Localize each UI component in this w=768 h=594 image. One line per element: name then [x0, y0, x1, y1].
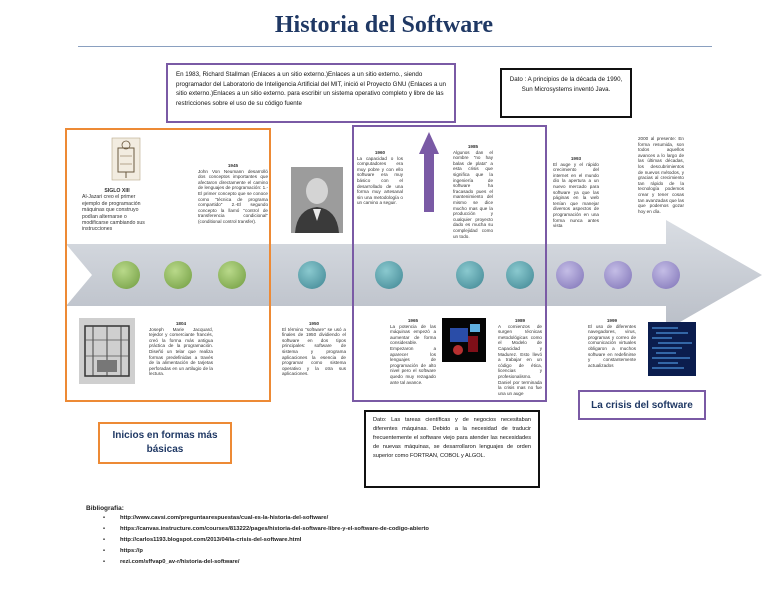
bibliography-link[interactable]: • rezi.com/sffvap0_av-r/historia-del-software/ [120, 557, 740, 568]
inicios-label-text: Inicios en formas más básicas [112, 430, 218, 455]
event-year: 1985 [467, 144, 479, 149]
event-year: SIGLO XIII [104, 188, 130, 194]
up-arrow [419, 132, 439, 212]
timeline-node-10 [652, 261, 680, 289]
event-year: 1999 [606, 318, 618, 323]
event-text: Al-Jazari creo el primer ejemplo de programación máquinas que construyo podían alternarse o modificarse cambiando sus instrucciones [82, 194, 145, 233]
event-text: La capacidad o los computadores era muy pobre y con ello software era muy básico con el desarrollado de una forma muy artesanal sin una metodología o un camino a seguir. [357, 155, 403, 206]
event-1989 [498, 318, 542, 396]
event-text: Algunos dan el nombre "no hay balas de plata" a esta crisis que significa que la ingeniería de software ha fracasado pues el mantenimiento del mismo se dice mucho mas que la producción y cualquier proyecto dado es mucha su complejidad como un todo. [453, 149, 493, 239]
event-1950 [282, 321, 346, 377]
crisis-label-text: La crisis del software [591, 399, 693, 411]
jacquard-loom-image [79, 318, 135, 384]
event-siglo-xiii [82, 188, 152, 233]
event-year: 1945 [227, 163, 239, 168]
event-text: El auge y el rápido crecimiento del internet en el mundo dio la apertura a un nuevo mercado para software ya que las páginas en la web tenían que manejar diversos aspectos de programación en una forma nunca antes vista [553, 161, 599, 229]
sun-note-text: Dato : A principios de la década de 1990, Sun Microsystems inventó Java. [509, 76, 623, 93]
timeline-node-9 [604, 261, 632, 289]
event-year: 1989 [514, 318, 526, 323]
bibliography-list [120, 513, 740, 568]
bibliography-link[interactable]: • https://p [120, 546, 740, 557]
title-divider [78, 46, 712, 47]
sun-note [500, 68, 632, 118]
event-2000 [638, 136, 684, 214]
event-1999 [588, 318, 636, 368]
event-year: 1993 [570, 156, 582, 161]
tareas-note [364, 410, 540, 488]
event-text: El uso de diferentes navegadores, virus, programas y correo de comunicación virtuales obligaron a muchos software en redefinirse y constantemente actualizados [588, 323, 636, 368]
event-1993 [553, 156, 599, 229]
page-title: Historia del Software [274, 12, 494, 38]
al-jazari-image [110, 136, 142, 182]
stallman-note-text: En 1983, Richard Stallman (Enlaces a un sitio externo.)Enlaces a un sitio externo., siendo programador del Laboratorio de Inteligencia Artificial del MIT, inició el Proyecto GNU (Enlaces a un sitio externo.)Enlaces a un sitio externo. para escribir un sistema operativo completo y libre de las restricciones sobre el uso de su código fuente [176, 71, 446, 107]
event-1965 [390, 318, 436, 385]
event-1945 [198, 163, 268, 225]
event-text: 2000 al presente: En forma resumida, son todos aquellos avances a lo largo de las últimas décadas, los descubrimientos de nuevos métodos, y gracias al crecimiento tan rápido de la tecnología podemos crear y tener cosas tan avanzadas que las que podemos gozar hoy en día. [638, 136, 684, 214]
timeline-node-8 [556, 261, 584, 289]
event-text: El término "software" se usó a finales de 1950 dividiendo el software en dos tipos principales: software de sistema y programa aplicaciones la esencia de programar como sistema operativo y la otra sus aplicaciones. [282, 326, 346, 377]
timeline-node-4 [298, 261, 326, 289]
bibliography-link[interactable]: • https://canvas.instructure.com/courses/813222/pages/historia-del-software-libre-y-el-software-de-codigo-abierto [120, 524, 740, 535]
event-year: 1960 [374, 150, 386, 155]
event-text: A comienzos de surgen técnicas metodológicas como el Modelo de Capacidad y Madurez. Esto llevó a trabajar en un código de ética, licencias y profesionalismo. Daniel por terminada la crisis mas no fue una un auge [498, 323, 542, 396]
event-text: La potencia de las máquinas empezó a aumentar de forma considerable. Empezaron a aparecer los lenguajes de programación de alto nivel pero el software quedo muy rezagado ante tal avance. [390, 323, 436, 385]
event-year: 1965 [407, 318, 419, 323]
event-text: John Von Neumann desarrolló dos conceptos importantes que afectaron directamente el camino de lenguajes de programación: 1.-El primer concepto que se conoce como "técnica de programa compartido" 2.-El segundo concepto la llamó "control de transferencia condicional" (conditional control transfer). [198, 168, 268, 224]
code-screen-image [648, 322, 696, 376]
event-text: Joseph Marie Jacquard, tejedor y comerciante francés, creó la forma más antigua práctica de la programación. Diseñó un telar que realiza formas predefinidas a través de la alimentación de tarjetas perforadas en un artilugio de la lectura. [149, 326, 213, 377]
event-1985 [453, 144, 493, 239]
bibliography-link[interactable]: • http://carlos1193.blogspot.com/2013/04/la-crisis-del-software.html [120, 535, 740, 546]
event-year: 1950 [308, 321, 320, 326]
stallman-note [166, 63, 456, 123]
inicios-label [98, 422, 232, 464]
bibliography-link[interactable]: • http://www.cavsi.com/preguntasrespuestas/cual-es-la-historia-del-software/ [120, 513, 740, 524]
event-year: 1804 [175, 321, 187, 326]
von-neumann-photo [291, 167, 343, 233]
event-1804 [149, 321, 213, 377]
bibliography-title: Bibliografia: [86, 505, 124, 512]
crisis-label [578, 390, 706, 420]
computer-image [442, 318, 486, 362]
tareas-note-text: Dato: Las tareas científicas y de negocios necesitaban diferentes máquinas. Debido a la necesidad de traducir frecuentemente el software viejo para atender las necesidades de nuevas máquinas, se desarrollaron lenguajes de orden superior como FORTRAN, COBOL y ALGOL. [373, 417, 531, 459]
event-1960 [357, 150, 403, 206]
